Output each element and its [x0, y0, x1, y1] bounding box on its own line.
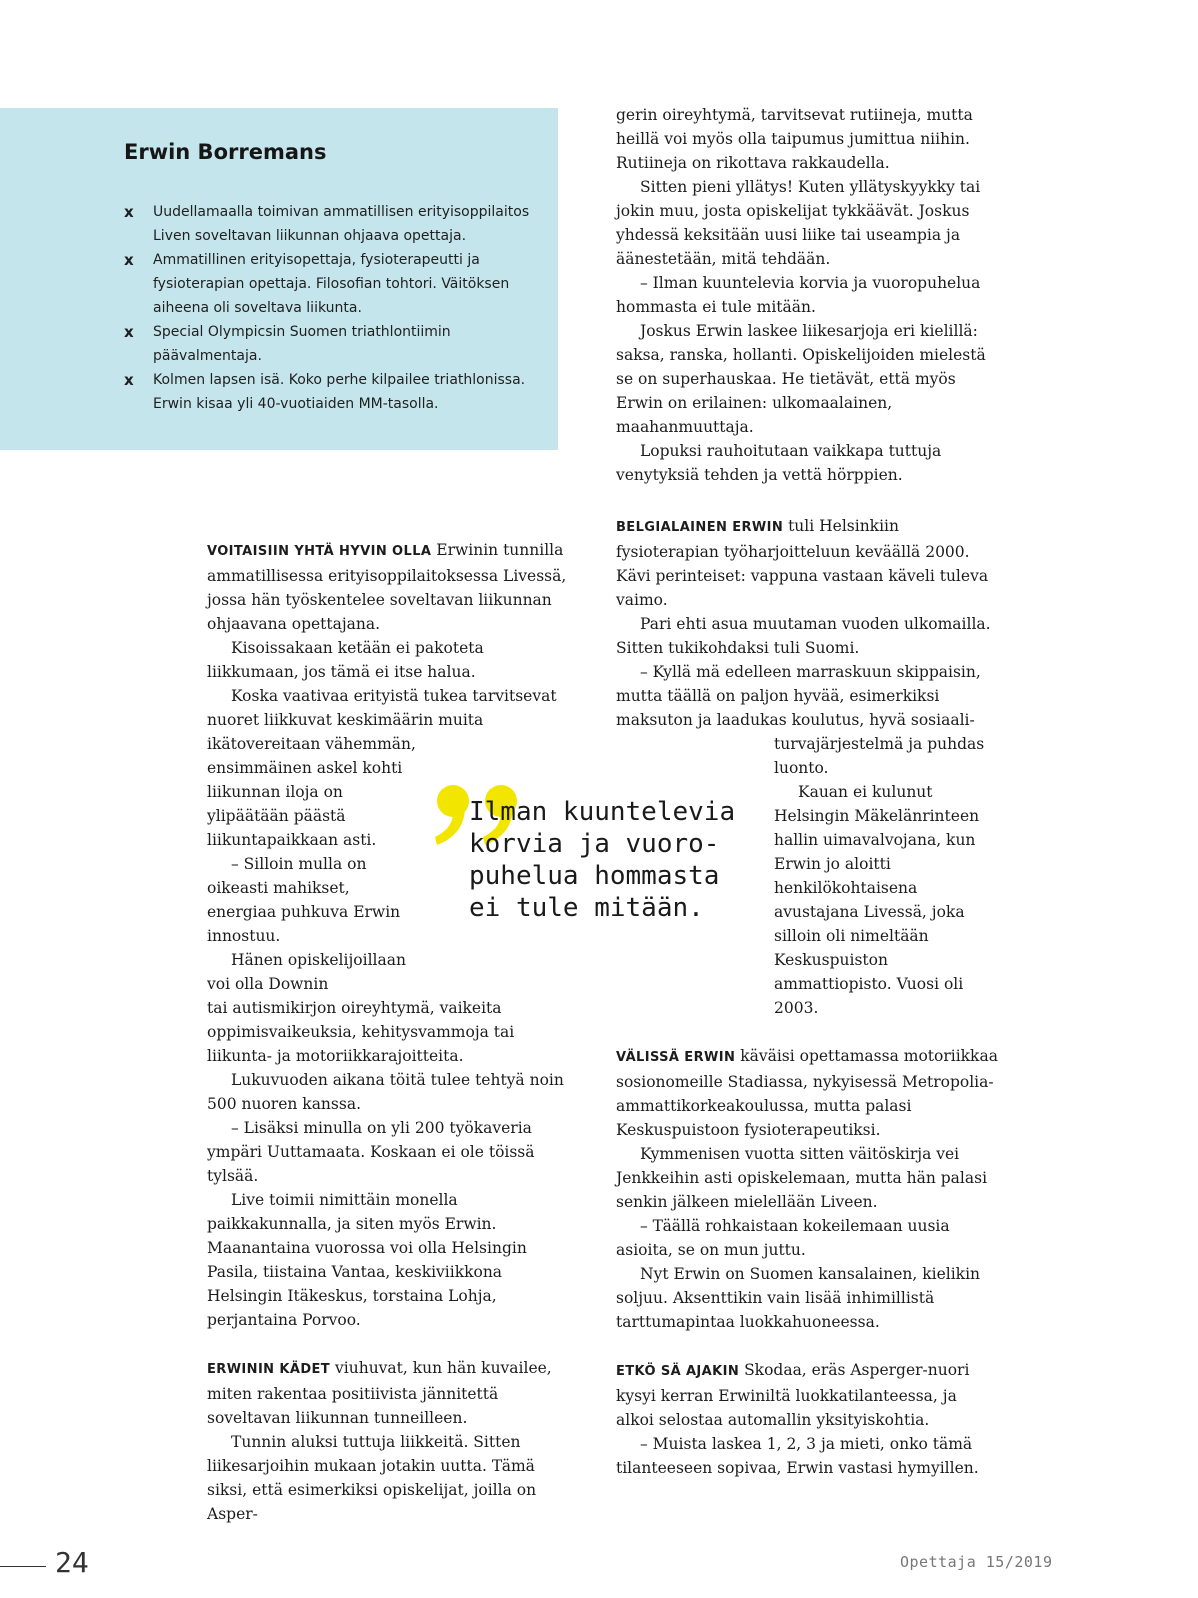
- fact-box-list: [124, 200, 534, 416]
- x-bullet-icon: x: [124, 371, 134, 389]
- x-bullet-icon: x: [124, 251, 134, 269]
- pull-quote: [433, 783, 753, 923]
- list-item: [124, 200, 534, 248]
- paragraph: – Kyllä mä edelleen marraskuun skippaisin, mutta täällä on paljon hyvää, esimerkiksi maksuton ja laadukas koulutus, hyvä sosiaali-: [616, 663, 981, 729]
- fact-text: Kolmen lapsen isä. Koko perhe kilpailee triathlonissa. Erwin kisaa yli 40-vuotiaiden MM-tasolla.: [153, 372, 526, 412]
- section-kicker: VÄLISSÄ ERWIN: [616, 1050, 736, 1065]
- paragraph: – Lisäksi minulla on yli 200 työkaveria ympäri Uuttamaata. Koskaan ei ole töissä tylsää.: [207, 1119, 535, 1185]
- paragraph: – Ilman kuuntelevia korvia ja vuoropuhelua hommasta ei tule mitään.: [616, 274, 981, 316]
- paragraph: Hänen opiskelijoillaan voi olla Downin: [207, 951, 406, 993]
- magazine-issue: Opettaja 15/2019: [900, 1553, 1053, 1571]
- wrap-around-quote: [774, 732, 998, 1020]
- paragraph: VOITAISIIN YHTÄ HYVIN OLLA Erwinin tunnilla ammatillisessa erityisoppilaitoksessa Livessä, jossa hän työskentelee soveltavan liikunnan ohjaavana opettajana.: [207, 541, 567, 633]
- paragraph: turvajärjestelmä ja puhdas luonto.: [774, 735, 985, 777]
- paragraph: ERWININ KÄDET viuhuvat, kun hän kuvailee, miten rakentaa positiivista jännitettä soveltavan liikunnan tunneilleen.: [207, 1359, 552, 1427]
- fact-text: Uudellamaalla toimivan ammatillisen erityisoppilaitos Liven soveltavan liikunnan ohjaava opettaja.: [153, 204, 530, 244]
- section-kicker: ETKÖ SÄ AJAKIN: [616, 1364, 740, 1379]
- article-column-left: [207, 538, 577, 1526]
- paragraph: Koska vaativaa erityistä tukea tarvitsevat nuoret liikkuvat keskimäärin muita ikätovereitaan vähemmän,: [207, 687, 557, 753]
- x-bullet-icon: x: [124, 323, 134, 341]
- paragraph: – Muista laskea 1, 2, 3 ja mieti, onko tämä tilanteeseen sopivaa, Erwin vastasi hymyillen.: [616, 1435, 979, 1477]
- paragraph: VÄLISSÄ ERWIN käväisi opettamassa motoriikkaa sosionomeille Stadiassa, nykyisessä Metropolia-ammattikorkeakoulussa, mutta palasi Keskuspuistoon fysioterapeutiksi.: [616, 1047, 998, 1139]
- paragraph: ensimmäinen askel kohti liikunnan iloja on ylipäätään päästä liikuntapaikkaan asti.: [207, 759, 403, 849]
- paragraph: Kisoissakaan ketään ei pakoteta liikkumaan, jos tämä ei itse halua.: [207, 639, 484, 681]
- article-column-right-top: [616, 103, 998, 487]
- paragraph: Live toimii nimittäin monella paikkakunnalla, ja siten myös Erwin. Maanantaina vuorossa voi olla Helsingin Pasila, tiistaina Vantaa, keskiviikkona Helsingin Itäkeskus, torstaina Lohja, perjantaina Porvoo.: [207, 1191, 527, 1329]
- paragraph: – Täällä rohkaistaan kokeilemaan uusia asioita, se on mun juttu.: [616, 1217, 950, 1259]
- paragraph: tai autismikirjon oireyhtymä, vaikeita oppimisvaikeuksia, kehitysvammoja tai liikunta- ja motoriikkarajoitteita.: [207, 999, 515, 1065]
- page-number: 24: [55, 1546, 89, 1579]
- paragraph: Tunnin aluksi tuttuja liikkeitä. Sitten liikesarjoihin mukaan jotakin uutta. Tämä siksi, että esimerkiksi opiskelijat, joilla on Asper-: [207, 1433, 537, 1523]
- fact-text: Special Olympicsin Suomen triathlontiimin päävalmentaja.: [153, 324, 451, 364]
- paragraph: Lukuvuoden aikana töitä tulee tehtyä noin 500 nuoren kanssa.: [207, 1071, 564, 1113]
- paragraph: BELGIALAINEN ERWIN tuli Helsinkiin fysioterapian työharjoitteluun keväällä 2000. Kävi perinteiset: vappuna vastaan käveli tuleva vaimo.: [616, 517, 989, 609]
- section-kicker: ERWININ KÄDET: [207, 1362, 331, 1377]
- footer-rule: [0, 1566, 46, 1567]
- paragraph: Nyt Erwin on Suomen kansalainen, kielikin soljuu. Aksenttikin vain lisää inhimillistä tarttumapintaa luokkahuoneessa.: [616, 1265, 981, 1331]
- paragraph: – Silloin mulla on oikeasti mahikset, energiaa puhkuva Erwin innostuu.: [207, 855, 401, 945]
- wrap-around-quote: [207, 756, 407, 996]
- paragraph: Pari ehti asua muutaman vuoden ulkomailla. Sitten tukikohdaksi tuli Suomi.: [616, 615, 991, 657]
- paragraph: Lopuksi rauhoitutaan vaikkapa tuttuja venytyksiä tehden ja vettä hörppien.: [616, 442, 942, 484]
- paragraph: Kauan ei kulunut Helsingin Mäkelänrinteen hallin uimavalvojana, kun Erwin jo aloitti henkilökohtaisena avustajana Livessä, joka silloin oli nimeltään Keskuspuiston ammattiopisto. Vuosi oli 2003.: [774, 783, 980, 1017]
- section-kicker: BELGIALAINEN ERWIN: [616, 520, 784, 535]
- pull-quote-text: Ilman kuuntelevia korvia ja vuoro- puhelua hommasta ei tule mitään.: [469, 797, 736, 923]
- fact-box-title: Erwin Borremans: [124, 140, 327, 164]
- paragraph: Sitten pieni yllätys! Kuten yllätyskyykky tai jokin muu, josta opiskelijat tykkäävät. Joskus yhdessä keksitään uusi liike tai useampia ja äänestetään, mitä tehdään.: [616, 178, 981, 268]
- list-item: [124, 368, 534, 416]
- fact-text: Ammatillinen erityisopettaja, fysioterapeutti ja fysioterapian opettaja. Filosofian tohtori. Väitöksen aiheena oli soveltava liikunta.: [153, 252, 510, 316]
- section-kicker: VOITAISIIN YHTÄ HYVIN OLLA: [207, 544, 432, 559]
- paragraph: Kymmenisen vuotta sitten väitöskirja vei Jenkkeihin asti opiskelemaan, mutta hän palasi senkin jälkeen mielellään Liveen.: [616, 1145, 988, 1211]
- list-item: [124, 248, 534, 320]
- paragraph: ETKÖ SÄ AJAKIN Skodaa, eräs Asperger-nuori kysyi kerran Erwiniltä luokkatilanteessa, ja alkoi selostaa automallin yksityiskohtia.: [616, 1361, 970, 1429]
- paragraph: gerin oireyhtymä, tarvitsevat rutiineja, mutta heillä voi myös olla taipumus jumittua niihin. Rutiineja on rikottava rakkaudella.: [616, 106, 973, 172]
- paragraph: Joskus Erwin laskee liikesarjoja eri kielillä: saksa, ranska, hollanti. Opiskelijoiden mielestä se on superhauskaa. He tietävät, että myös Erwin on erilainen: ulkomaalainen, maahanmuuttaja.: [616, 322, 986, 436]
- article-column-right: [616, 514, 998, 1480]
- list-item: [124, 320, 534, 368]
- x-bullet-icon: x: [124, 203, 134, 221]
